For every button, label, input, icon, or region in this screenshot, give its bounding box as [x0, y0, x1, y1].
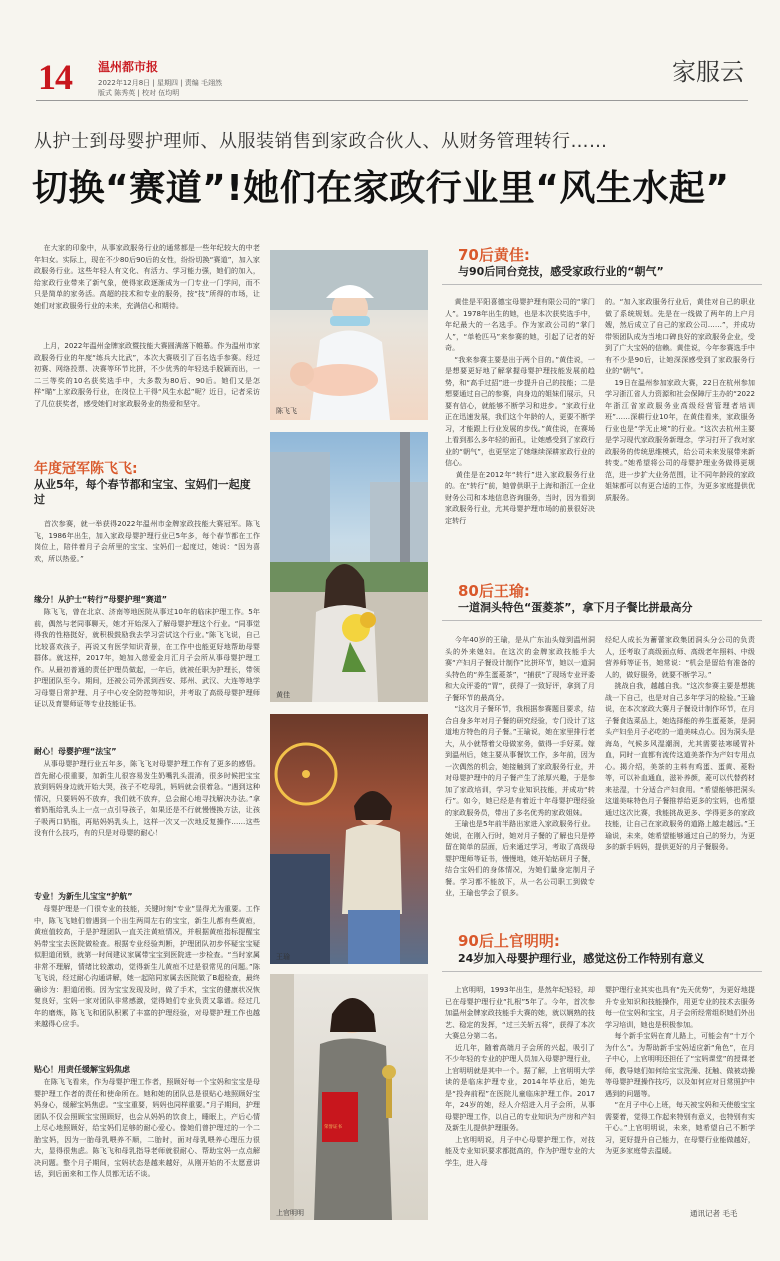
section1-title: 年度冠军陈飞飞: [34, 461, 138, 477]
article-headline: 切换“赛道”!她们在家政行业里“风生水起” [32, 168, 730, 209]
photo-shangguan-mingming [270, 974, 428, 1220]
photo-caption-wang: 王瑜 [276, 953, 290, 961]
section1-subtitle: 从业5年，每个春节都和宝宝、宝妈们一起度过 [34, 478, 251, 506]
intro-paragraph-2: 上月，2022年温州金牌家政暨技能大赛圆满落下帷幕。作为温州市家政服务行业的年度“练兵大比武”，本次大赛吸引了百名选手参赛。经过初赛、网络投票、决赛等环节比拼，不少优秀的年轻选手脱颖而出，一二三等奖的10名获奖选手中，大多数为80后、90后。她们又是怎样“瞄”上家政服务行业，在岗位上干得“风生水起”呢？近日，记者采访了几位获奖者，感受她们对家政服务业的热爱和坚守。 [34, 341, 260, 408]
section1-heading-patience: 耐心！母婴护理“法宝” [34, 747, 117, 756]
certificate-label: 荣誉证书 [324, 1125, 342, 1130]
section-title: 家服云 [672, 58, 744, 86]
section2-title: 70后黄佳: [458, 246, 530, 264]
byline: 通讯记者 毛毛 [690, 1209, 738, 1218]
newspaper-logo: 温州都市报 [98, 60, 159, 74]
section3-title: 80后王瑜: [458, 582, 530, 600]
intro-paragraph-1: 在大家的印象中，从事家政服务行业的通常都是一些年纪较大的中老年妇女。实际上，现在不少80后90后的女性，纷纷切换“赛道”，加入家政服务行业。这些年轻人有文化、有活力、学习能力强，她们的加入，给家政行业带来了新气象，使得家政逐渐成为一门专业一门学问，而不只是简单的家务活。高超的技术和专业的服务，按“技”所得的市场，让她们对家政服务行业的未来，充满信心和期待。 [34, 243, 260, 310]
section3-subtitle: 一道洞头特色“蛋菱茶”，拿下月子餐比拼最高分 [458, 601, 693, 614]
section3-paragraph-1: 今年40岁的王瑜，是从广东汕头嫁到温州洞头的外来媳妇。在这次的金牌家政技能手大赛“产妇月子餐设计制作”比拼环节，她以一道洞头特色的“养生蛋菱茶”，“捕获”了现场专业评委和大众评委的“胃”，获得了一致好评，拿到了月子餐环节的最高分。 “这次月子餐环节，我根据参赛题目要求，结合自身多年对月子餐的研究经验，专门设计了这道地方特色的月子餐。”王瑜说，她在家里排行老大，从小就帮着父母做家务，做得一手好菜。嫁到温州后，她主要从事餐饮工作，多年前，因为一次偶然的机会，她接触到了家政服务行业，并对母婴护理中的月子餐产生了浓厚兴趣，于是参加了家政培训，学习专业知识技能，并成功“转行”。如今，她已经是有着近十年母婴护理经验的家政服务员，带出了多名优秀的家政姐妹。 王瑜也是5年前半路出家进入家政服务行业。她说，在刚入行时，她对月子餐的了解也只是停留在简单的层面，后来通过学习，考取了高级母婴护理师等证书，慢慢地，她开始钻研月子餐，结合宝妈们的身体情况，为她们量身定制月子餐。学习都不能放下，从一名公司职工到做专业，王瑜也学会了很多。 [445, 635, 595, 897]
page-number: 14 [38, 57, 72, 97]
section2-subtitle: 与90后同台竞技，感受家政行业的“朝气” [458, 265, 664, 278]
photo-chen-feifei [270, 250, 428, 420]
edit-line: 版式 陈秀英 | 校对 伍均明 [98, 89, 180, 97]
photo-wang-yu [270, 714, 428, 964]
section1-heading-professional: 专业！为新生儿宝宝“护航” [34, 892, 133, 901]
section4-title: 90后上官明明: [458, 932, 560, 950]
section4-divider [442, 971, 762, 972]
section2-paragraph-1: 黄佳是平阳喜德宝母婴护理有限公司的“掌门人”。1978年出生的她，也是本次获奖选手中，年纪最大的一名选手。作为家政公司的“掌门人”，“单枪匹马”来参赛的她，引起了记者的好奇。 “我来参赛主要是出于两个目的。”黄佳说，一是想要更好地了解掌握母婴护理技能发展前趋势，和“高手过招”进一步提升自己的技能；二是想要通过自己的参赛，向身边的姐妹们展示，只要有信心，就能够不断学习和进步。“家政行业正在迅速发展，我们这个年龄的人，更要不断学习，才能跟上行业发展的步伐。”黄佳说，在赛场上看到那么多年轻的面孔，让她感受到了家政行业的“朝气”，也更坚定了她继续深耕家政行业的信心。 黄佳是在2012年“转行”进入家政服务行业的。在“转行”前，她曾供职于上海和浙江一企业财务公司和本地信息咨询服务，当时，因为看到家政服务行业，尤其母婴护理市场的前景很好决定转行 [445, 297, 595, 525]
photo-caption-huang: 黄佳 [276, 691, 290, 699]
section1-paragraph-3: 从事母婴护理行业五年多，陈飞飞对母婴护理工作有了更多的感悟。首先耐心很重要，加新生儿很容易发生奶嘴乳头混淆，很多时候把宝宝放到妈妈身边就开始大哭，孩子不吃母乳，妈妈就会很着急。“遇到这种情况，只要妈妈不放弃，我们就不放弃，总会耐心地寻找解决办法。”拿着奶瓶给乳头上一点一点引导孩子，如果还是不行就慢慢换方法，让孩子吸两口奶瓶，再贴妈妈乳头上，这样一次又一次地反复操作……这些没有什么技巧，有的只是对母婴的耐心！ [34, 759, 260, 837]
photo-huang-jia [270, 432, 428, 702]
section3-paragraph-2: 经纪人成长为蓄蕾家政集团洞头分公司的负责人，还考取了高级面点师、高级老年照料、中级营养师等证书，她常说：“机会是留给有准备的人的，做好服务，就要不断学习。” 挑战自我，越越自我。“这次参赛主要是想挑战一下自己，也是对自己多年学习的检验。”王瑜说，在本次家政大赛月子餐设计制作环节，在月子餐食选菜品上，她选择能的养生蛋菱茶，是洞头产妇坐月子必吃的一道美味点心。因为洞头是海岛，气候多风湿潮润，尤其需要祛寒暖胃补血，同时一直都有流传这道美茶作为产妇专用点心。揭介绍，美茶的主料有鸡蛋、蛋黄、菱粉等，可以补血通血，滋补养颜，菱可以代替药材来祛湿，十分适合产妇食用。“希望能够把洞头这道美味特色月子餐推荐给更多的宝妈，也希望通过这次比赛，我能挑战更多、学得更多的家政技能，让自己在家政服务的道路上越走越远。”王瑜说，未来，她希望能够通过自己的努力，为更多的新手妈妈，提供更好的月子餐服务。 [605, 635, 755, 851]
section2-divider [442, 284, 762, 285]
section4-paragraph-1: 上官明明，1993年出生，是然年纪轻轻，却已在母婴护理行业“扎根”5年了。今年，首次参加温州金牌家政技能手大赛的她，就以娴熟的技艺、稳定的发挥，“过三关斩五将”，获得了本次大赛总分第二名。 近几年，随着高端月子会所的兴起，吸引了不少年轻的专业的护理人员加入母婴护理行业，上官明明就是其中一个。据了解，上官明明大学读的是临床护理专业，2014年毕业后，她先是“投奔前程”在医院儿童临床护理工作。2017年，24岁的她，经人介绍进入月子会所，从事母婴护理工作，以自己的专业知识为产房和产妇及新生儿提供护理服务。 上官明明说，月子中心母婴护理工作，对技能及专业知识要求都挺高的，作为护理专业的大学生，进入母 [445, 985, 595, 1167]
section4-paragraph-2: 婴护理行业其实也具有“先天优势”，为更好地提升专业知识和技能操作，用更专业的技术去服务每一位宝妈和宝宝，月子会所经常组织她们外出学习培训，她也是积极参加。 每个新手宝妈在育儿路上，可能会有“十万个为什么”。为帮助新手宝妈适应新“角色”，在月子中心，上官明明还担任了“宝妈课堂”的授课老师，教导她们如何给宝宝洗澡、抚触、做被动操等母婴护理操作技巧，以及如何应对日常照护中遇到的问题等。 “在月子中心上班，每天被宝妈和天使般宝宝需要着，觉得工作起来特别有意义，也特别有实干心。”上官明明说，未来，她希望自己不断学习，更好提升自己能力，在母婴行业能做越好，为更多家庭带去温暖。 [605, 985, 755, 1155]
photo-caption-shangguan: 上官明明 [276, 1209, 304, 1217]
section1-paragraph-1: 首次参赛，就一举获得2022年温州市金牌家政技能大赛冠军。陈飞飞，1986年出生，加入家政母婴护理行业已5年多，每个春节都在工作岗位上，陪伴着月子会所里的宝宝、宝妈们一起度过，她说：“因为喜欢，所以热爱。” [34, 519, 260, 563]
section3-divider [442, 620, 762, 621]
photo-caption-chen: 陈飞飞 [276, 407, 297, 415]
section4-subtitle: 24岁加入母婴护理行业，感觉这份工作特别有意义 [458, 952, 705, 965]
section2-paragraph-2: 的。“加入家政服务行业后，黄佳对自己的职业做了系统规划。先是在一线做了两年的上户月嫂，然后成立了自己的家政公司……”，并成功带领团队成为当地口碑良好的家政服务企业，受到了广大宝妈的信赖。黄佳说，今年参赛选手中有不少是90后，让她深深感受到了家政服务行业的“朝气”。 19日在温州参加家政大赛，22日在杭州参加学习浙江省人力资源和社会保障厅主办的“2022年浙江省家政服务业高级经营管理者培训班”……深耕行业10年，在黄佳看来，家政服务行业也是“学无止境”的行业。“这次去杭州主要是学习现代家政服务新理念，学习打开了我对家政服务的传统思维模式，给公司未来发展带来新转变。”她希望将公司的母婴护理业务做得更规范，进一步扩大业务范围，让不同年龄段的家政姐妹都可以有更合适的工作，为更多家庭提供优质服务。 [605, 297, 755, 502]
section1-heading-fate: 缘分！从护士“转行”母婴护理“赛道” [34, 595, 168, 604]
article-subtitle: 从护士到母婴护理师、从服装销售到家政合伙人、从财务管理转行…… [34, 131, 608, 152]
section1-paragraph-2: 陈飞飞，曾在北京、济南等地医院从事过10年的临床护理工作。5年前，偶然与老同事聊天，她才开始深入了解母婴护理这个行业。“同事觉得我的性格挺好，就积极鼓励我去学习尝试这个行业。”陈飞飞说，自己比较喜欢孩子，再说又有医学知识背景，在工作中也能更好地帮助母婴群体。就这样，2017年，她加入慈爱金月汇月子会所从事母婴护理工作。从最初普通的责任护理员做起，一年后，就被任职为护理长，带领护理团队至今。期间，还被公司外派到西安、郑州、武汉、大连等地学习母婴日常护理、月子中心安全防控等知识，并考取了高级母婴护理师证以及育婴师证等专业技能证书。 [34, 607, 260, 708]
header-divider [36, 100, 748, 101]
section1-paragraph-4: 母婴护理是一门很专业的技能，关键时刻“专业”显得尤为重要。工作中，陈飞飞她们曾遇到一个出生两周左右的宝宝，新生儿都有些黄疸，黄疸值较高，于是护理团队一直关注黄疸情况，并根据黄疸指标提醒宝妈带宝宝去医院做检查。根据专业经验判断，护理团队初步怀疑宝宝疑似胆道闭锁，就第一时间建议家属带宝宝到医院进一步检查。“当时家属非常不理解，情绪比较激动，觉得新生儿黄疸不过是很常见的问题。”陈飞飞说，经过耐心沟通讲解，她一起陪同家属去医院做了B超检查，最终确诊为：胆道闭锁。因为宝宝发现及时，做了手术，宝宝的健康状况恢复良好，宝妈一家对团队非常感激，觉得她们专业负责又靠谱。经过几年的磨炼，陈飞飞和团队积累了丰富的护理经验，对母婴护理工作也越来越得心应手。 [34, 904, 260, 1028]
section1-heading-caring: 贴心！用责任缓解宝妈焦虑 [34, 1065, 130, 1074]
section1-paragraph-5: 在陈飞飞看来，作为母婴护理工作者，照顾好每一个宝妈和宝宝是母婴护理工作者的责任和使命所在。她和她的团队总是很贴心地照顾好宝妈身心，缓解宝妈焦虑。“宝宝重要，妈妈也同样重要。”月子期间，护理团队不仅会照顾宝宝照顾好，也会从妈妈的饮食上，睡眠上，产后心情上尽心地照顾好，给宝妈们足够的耐心爱心。像她们曾护理过的一个二胎宝妈，因为一胎母乳喂养不顺，二胎时，面对母乳喂养心理压力很大，显得很焦虑。陈飞飞和母乳指导老师就很耐心、帮助宝妈一点点解决问题。整个月子期间，宝妈状态是越来越好，从刚开始的不太愿意讲话，到后面来和工作人员都无话不谈。 [34, 1077, 260, 1178]
date-line: 2022年12月8日 | 星期四 | 责编 毛翊然 [98, 79, 223, 87]
